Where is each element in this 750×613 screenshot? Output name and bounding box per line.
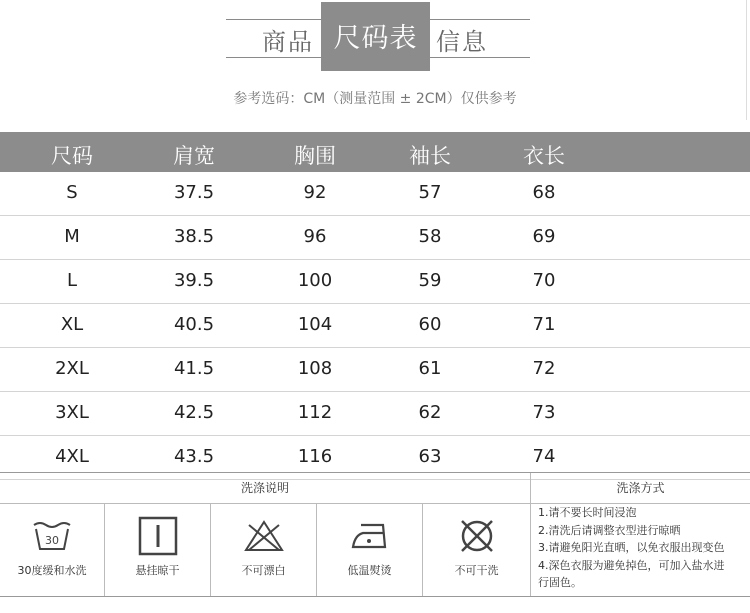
divider <box>226 57 321 58</box>
care-label: 不可干洗 <box>454 564 499 577</box>
no-dry-clean-icon <box>423 514 530 558</box>
table-row <box>0 260 750 304</box>
care-item-hang-dry <box>105 504 211 596</box>
size-table <box>0 132 750 480</box>
care-item-no-dry-clean <box>423 504 531 596</box>
divider <box>430 19 530 20</box>
table-row <box>0 304 750 348</box>
title-area <box>0 0 750 130</box>
header-chest: 胸围 <box>294 144 336 168</box>
cell-shoulder: 39.5 <box>173 270 215 291</box>
header-shoulder: 肩宽 <box>173 144 215 168</box>
care-item-wash <box>0 504 105 596</box>
cell-size: M <box>64 226 80 247</box>
cell-sleeve: 63 <box>418 446 442 467</box>
cell-shoulder: 38.5 <box>173 226 215 247</box>
cell-length: 74 <box>532 446 556 467</box>
divider <box>746 0 747 120</box>
care-method-line: 1.请不要长时间浸泡 <box>538 506 637 519</box>
cell-chest: 108 <box>297 358 333 379</box>
cell-size: 3XL <box>55 402 89 423</box>
table-row <box>0 348 750 392</box>
cell-chest: 92 <box>303 182 327 203</box>
cell-shoulder: 42.5 <box>173 402 215 423</box>
table-header <box>0 132 750 172</box>
title-right: 信息 <box>436 28 488 56</box>
care-item-no-bleach <box>211 504 317 596</box>
cell-size: S <box>66 182 78 203</box>
care-methods-title: 洗涤方式 <box>531 473 750 504</box>
care-label: 低温熨烫 <box>347 564 392 577</box>
size-note: 参考选码：CM（测量范围 ± 2CM）仅供参考 <box>233 91 517 107</box>
cell-chest: 100 <box>297 270 333 291</box>
cell-length: 70 <box>532 270 556 291</box>
cell-size: 4XL <box>55 446 89 467</box>
cell-chest: 96 <box>303 226 327 247</box>
care-method-line: 3.请避免阳光直晒，以免衣服出现变色 <box>538 541 725 554</box>
title-left: 商品 <box>262 28 314 56</box>
cell-length: 69 <box>532 226 556 247</box>
cell-chest: 112 <box>297 402 333 423</box>
wash-temp: 30 <box>45 534 59 547</box>
cell-size: XL <box>60 314 84 335</box>
care-label: 不可漂白 <box>241 564 286 577</box>
care-methods-list <box>532 504 750 592</box>
wash-30-icon <box>0 514 104 558</box>
cell-sleeve: 57 <box>418 182 442 203</box>
cell-length: 72 <box>532 358 556 379</box>
header-length: 衣长 <box>523 144 565 168</box>
table-row <box>0 216 750 260</box>
hang-dry-icon <box>105 514 210 558</box>
header-size: 尺码 <box>51 144 93 168</box>
table-body <box>0 172 750 480</box>
cell-shoulder: 41.5 <box>173 358 215 379</box>
cell-chest: 116 <box>297 446 333 467</box>
divider <box>430 57 530 58</box>
header-sleeve: 袖长 <box>409 144 451 168</box>
cell-size: L <box>66 270 78 291</box>
table-row <box>0 392 750 436</box>
care-method-line: 2.清洗后请调整衣型进行晾晒 <box>538 523 681 537</box>
cell-length: 68 <box>532 182 556 203</box>
cell-shoulder: 37.5 <box>173 182 215 203</box>
cell-length: 71 <box>532 314 556 335</box>
no-bleach-icon <box>211 514 316 558</box>
care-label: 30度缓和水洗 <box>17 564 87 577</box>
divider <box>226 19 321 20</box>
care-instructions-title: 洗涤说明 <box>0 473 531 504</box>
care-section <box>0 472 750 597</box>
cell-sleeve: 61 <box>418 358 442 379</box>
care-item-low-iron <box>317 504 423 596</box>
cell-sleeve: 58 <box>418 226 442 247</box>
cell-shoulder: 43.5 <box>173 446 215 467</box>
care-method-line: 行固色。 <box>538 576 582 589</box>
cell-sleeve: 60 <box>418 314 442 335</box>
cell-sleeve: 62 <box>418 402 442 423</box>
cell-shoulder: 40.5 <box>173 314 215 335</box>
cell-sleeve: 59 <box>418 270 442 291</box>
cell-chest: 104 <box>297 314 333 335</box>
cell-size: 2XL <box>55 358 89 379</box>
low-iron-icon <box>317 514 422 558</box>
cell-length: 73 <box>532 402 556 423</box>
title-center: 尺码表 <box>333 23 418 54</box>
table-row <box>0 172 750 216</box>
care-label: 悬挂晾干 <box>135 564 180 577</box>
care-method-line: 4.深色衣服为避免掉色，可加入盐水进 <box>538 558 725 572</box>
